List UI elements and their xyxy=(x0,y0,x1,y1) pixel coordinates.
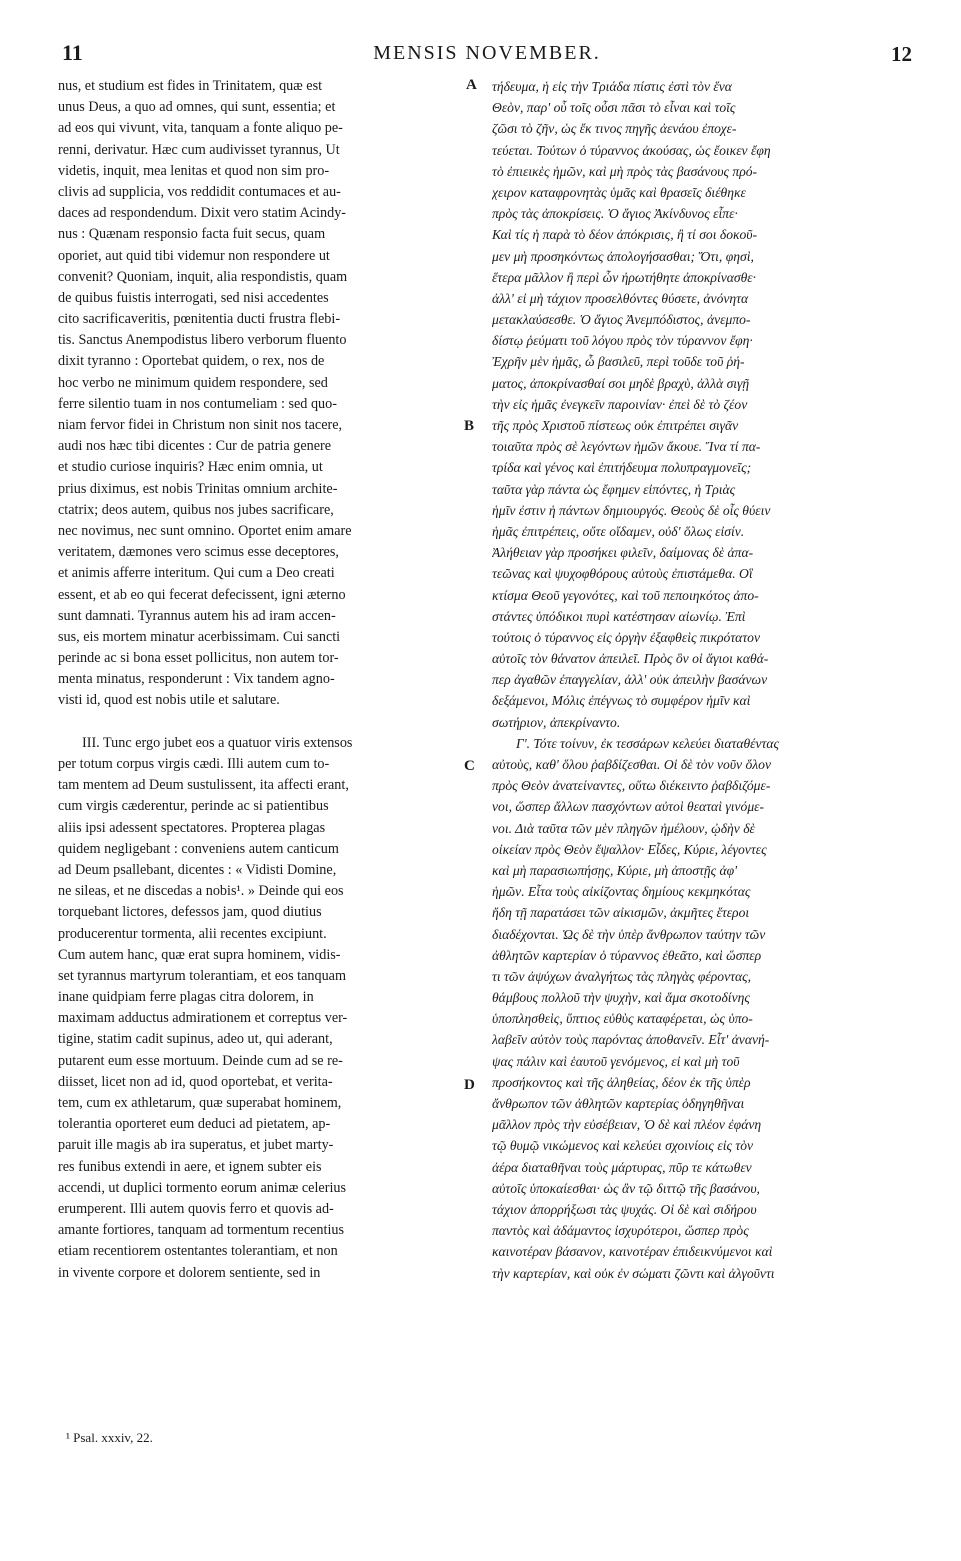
text-line: Cum autem hanc, quæ erat supra hominem, vidis- xyxy=(58,946,341,963)
text-line: στάντες ὑπόδικοι πυρὶ κατέστησαν αἰωνίῳ. Ἐπὶ xyxy=(492,608,746,624)
text-line: ἀλλ' εἰ μὴ τάχιον προσελθόντες θύσετε, ἀνόνητα xyxy=(492,290,749,306)
text-line: prius diximus, est nobis Trinitas omnium archite- xyxy=(58,480,338,497)
greek-column xyxy=(492,76,912,1284)
text-line: etiam recentiorem ostentantes tolerantiam, et non xyxy=(58,1243,338,1260)
text-line: ζῶσι τὸ ζῆν, ὡς ἔκ τινος πηγῆς ἀενάου ἐποχε- xyxy=(492,121,737,137)
text-line: σωτήριον, ἀπεκρίναντο. xyxy=(492,714,621,730)
text-line: veritatem, dæmones vero scimus esse deceptores, xyxy=(58,544,339,561)
text-line: clivis ad supplicia, vos reddidit contumaces et au- xyxy=(58,183,341,200)
text-line: τῆς πρὸς Χριστοῦ πίστεως οὐκ ἐπιτρέπει σιγᾶν xyxy=(492,418,739,433)
text-line: menta minatus, responderunt : Vix tandem agno- xyxy=(58,671,335,688)
text-line: τὸ ἐπιεικὲς ἡμῶν, καὶ μὴ πρὸς τὰς βασάνους πρό- xyxy=(492,163,758,179)
text-line: Ἀλήθειαν γὰρ προσήκει φιλεῖν, δαίμονας δὲ ἀπα- xyxy=(492,545,754,561)
text-line: dixit tyranno : Oportebat quidem, o rex, nos de xyxy=(58,353,325,370)
text-line: sus, eis mortem minatur acerbissimam. Cui sancti xyxy=(58,628,341,645)
text-line: ταῦτα γὰρ πάντα ὡς ἔφημεν εἰπόντες, ἡ Τριὰς xyxy=(492,481,736,497)
text-line: erumperent. Illi autem quovis ferro et quovis ad- xyxy=(58,1200,334,1217)
text-line: τῷ θυμῷ νικώμενος καὶ κελεύει σχοινίοις εἰς τὸν xyxy=(492,1138,754,1154)
text-line: quidem negligebant : conveniens autem canticum xyxy=(58,840,339,857)
text-line: hoc verbo ne minimum quidem respondere, sed xyxy=(58,374,328,391)
text-line: λαβεῖν αὐτὸν τοὺς παρόντας ἀποθανεῖν. Εἶτ' ἀνανή- xyxy=(492,1032,770,1048)
text-line: μᾶλλον πρὸς τὴν εὐσέβειαν, Ὁ δὲ καὶ πλέον ἐφάνη xyxy=(492,1117,762,1133)
text-line: ματος, ἀποκρίνασθαί σοι μηδὲ βραχὺ, ἀλλὰ σιγῇ xyxy=(492,375,750,391)
text-line: ἤδη τῇ παρατάσει τῶν αἰκισμῶν, ἀκμῆτες ἕτεροι xyxy=(492,905,750,921)
text-line: nec novimus, nec sunt omnino. Oportet enim amare xyxy=(58,522,352,539)
text-line: videtis, inquit, mea lenitas et quod non sim pro- xyxy=(58,162,330,179)
text-line: tem, cum ex athletarum, quæ superabat hominem, xyxy=(58,1095,342,1111)
text-line: ἄνθρωπον τῶν ἀθλητῶν καρτερίας ὁδηγηθῆναι xyxy=(492,1096,745,1111)
text-line: ferre silentio tuam in nos contumeliam : sed quo- xyxy=(58,395,337,412)
text-line: δεξάμενοι, Μόλις ἐπέγνως τὸ συμφέρον ἡμῖν καὶ xyxy=(492,693,751,709)
text-line: παντὸς καὶ ἀδάμαντος ἰσχυρότεροι, ὥσπερ πρὸς xyxy=(492,1223,749,1239)
right-page-number: 12 xyxy=(891,42,912,66)
text-line: αὐτοῖς τὸν θάνατον ἀπειλεῖ. Πρὸς ὃν οἱ ἅγιοι καθά- xyxy=(492,651,769,667)
text-line: ἀθλητῶν καρτερίαν ὁ τύραννος ἐθεᾶτο, καὶ ὥσπερ xyxy=(492,947,762,963)
text-line: ctatrix; deos autem, quibus nos jubes sacrificare, xyxy=(58,501,334,518)
text-line: in vivente corpore et dolorem sentiente, sed in xyxy=(58,1264,321,1281)
text-line: ἡμῖν ἐστιν ἡ πάντων δημιουργός. Θεοὺς δὲ οἷς θύειν xyxy=(492,502,771,518)
text-line: κτίσμα Θεοῦ γεγονότες, καὶ τοῦ πεποιηκότος ἀπο- xyxy=(492,587,759,603)
text-line: τοιαῦτα πρὸς σὲ λεγόντων ἡμῶν ἄκουε. Ἵνα τί πα- xyxy=(492,439,761,455)
text-line: cito sacrificaveritis, pœnitentia ducti frustra flebi- xyxy=(58,311,341,328)
text-line: daces ad respondendum. Dixit vero statim Acindy- xyxy=(58,205,347,222)
section-marker-d: D xyxy=(464,1077,475,1093)
text-line: sunt damnati. Tyrannus autem his ad iram accen- xyxy=(58,607,336,624)
text-line: ne sileas, et ne discedas a nobis¹. » Deinde qui eos xyxy=(58,883,344,900)
text-line: paruit ille magis ab ira superatus, et jubet marty- xyxy=(58,1137,334,1154)
text-line: putarent eum esse mortuum. Deinde cum ad se re- xyxy=(58,1052,343,1069)
text-line: ἀέρα διαταθῆναι τοὺς μάρτυρας, πῦρ τε κάτωθεν xyxy=(492,1159,752,1175)
text-line: περ ἀγαθῶν ἐπαγγελίαν, ἀλλ' οὐκ ἀπειλὴν βασάνων xyxy=(492,672,768,688)
text-line: Ἐχρῆν μὲν ἡμᾶς, ὦ βασιλεῦ, περὶ τοῦδε τοῦ ῥή- xyxy=(492,354,745,370)
text-line: ὑποπλησθεὶς, ὕπτιος εὐθὺς καταφέρεται, ὡς ὑπο- xyxy=(492,1011,753,1027)
text-line: et animis afferre interitum. Qui cum a Deo creati xyxy=(58,565,335,582)
text-line: amante fortiores, tanquam ad tormentum recentius xyxy=(58,1222,345,1239)
text-line: ψας πάλιν καὶ ἑαυτοῦ γενόμενος, εἰ καὶ μὴ τοῦ xyxy=(492,1053,740,1069)
text-line: Καὶ τίς ἡ παρὰ τὸ δέον ἀπόκρισις, ἢ τί σοι δοκοῦ- xyxy=(492,227,758,243)
left-page-number: 11 xyxy=(62,40,83,65)
text-line: niam fervor fidei in Christum non sinit nos tacere, xyxy=(58,417,343,433)
text-line: de quibus fuistis interrogati, sed nisi accedentes xyxy=(58,289,329,306)
text-line: δίστῳ ῥεύματι τοῦ λόγου πρὸς τὸν τύραννον ἔφη· xyxy=(492,333,753,349)
text-line: τρίδα καὶ γένος καὶ ἐπιτήδευμα πολυπραγμονεῖς; xyxy=(492,460,752,476)
text-line: ad Deum psallebant, dicentes : « Vidisti Domine, xyxy=(58,861,337,878)
text-line: set tyrannus martyrum tolerantiam, et eos tanquam xyxy=(58,967,347,984)
section-marker-b: B xyxy=(464,418,475,434)
text-line: Γ'. Τότε τοίνυν, ἐκ τεσσάρων κελεύει διαταθέντας xyxy=(516,735,780,751)
header-title: MENSIS NOVEMBER. xyxy=(373,42,601,64)
text-line: producerentur tormenta, alii recentes excipiunt. xyxy=(58,925,327,942)
text-line: nus, et studium est fides in Trinitatem, quæ est xyxy=(58,78,323,94)
text-line: τήδευμα, ἡ εἰς τὴν Τριάδα πίστις ἐστὶ τὸν ἕνα xyxy=(492,79,732,94)
text-line: renni, derivatur. Hæc cum audivisset tyrannus, Ut xyxy=(58,141,340,158)
text-line: ἡμῶν. Εἶτα τοὺς αἰκίζοντας δημίους κεκμηκότας xyxy=(492,884,751,900)
text-line: Θεὸν, παρ' οὗ τοῖς οὖσι πᾶσι τὸ εἶναι καὶ τοῖς xyxy=(492,100,736,116)
text-line: diisset, licet non ad id, quod oportebat, et verita- xyxy=(58,1073,333,1090)
paragraph-gap xyxy=(58,712,458,733)
text-line: accendi, ut duplici tormento eorum animæ celerius xyxy=(58,1179,346,1196)
text-line: maximam adductus admirationem et correptus ver- xyxy=(58,1010,348,1027)
section-marker-a: A xyxy=(466,77,477,93)
text-line: oporiet, aut quid tibi videmur non respondere ut xyxy=(58,247,330,264)
text-line: essent, et ab eo qui fecerat defecissent, igni æterno xyxy=(58,586,346,603)
section-marker-c: C xyxy=(464,758,475,774)
text-line: πρὸς τὰς ἀποκρίσεις. Ὁ ἅγιος Ἀκίνδυνος εἶπε· xyxy=(492,206,738,222)
text-line: unus Deus, a quo ad omnes, qui sunt, essentia; et xyxy=(58,99,336,116)
text-line: χειρον καταφρονητὰς ὑμᾶς καὶ θρασεῖς διέθηκε xyxy=(492,184,746,200)
text-line: III. Tunc ergo jubet eos a quatuor viris extensos xyxy=(82,734,353,751)
text-line: αὐτοὺς, καθ' ὅλου ῥαβδίζεσθαι. Οἱ δὲ τὸν νοῦν ὅλον xyxy=(492,757,772,772)
text-line: tolerantia oporteret eum deduci ad pietatem, ap- xyxy=(58,1116,331,1133)
text-line: tam mentem ad Deum sustulissent, ita affecti erant, xyxy=(58,777,349,794)
text-line: μετακλαύσεσθε. Ὁ ἅγιος Ἀνεμπόδιστος, ἀνεμπο- xyxy=(492,312,751,328)
text-line: visti id, quod est nobis utile et salutare. xyxy=(58,692,280,709)
text-line: τεῶνας καὶ ψυχοφθόρους αὐτοὺς ἐπιστάμεθα. Οἳ xyxy=(492,566,753,582)
text-line: perinde ac si bona esset pollicitus, non autem tor- xyxy=(58,650,339,667)
text-line: τάχιον ἀπορρήξωσι τὰς ψυχάς. Οἱ δὲ καὶ σιδήρου xyxy=(492,1201,757,1217)
text-line: ἕτερα μᾶλλον ἢ περὶ ὧν ἠρωτήθητε ἀποκρίνασθε· xyxy=(492,269,757,285)
text-line: προσήκοντος καὶ τῆς ἀληθείας, δέον ἐκ τῆς ὑπὲρ xyxy=(492,1074,751,1090)
latin-column xyxy=(58,76,458,1284)
text-line: nus : Quænam responsio facta fuit secus, quam xyxy=(58,226,326,243)
text-line: νοι. Διὰ ταῦτα τῶν μὲν πληγῶν ἠμέλουν, ᾠδὴν δὲ xyxy=(492,820,755,836)
text-line: μεν μὴ προσηκόντως ἀπολογήσασθαι; Ὅτι, φησὶ, xyxy=(492,248,754,264)
text-line: αὐτοῖς ὑποκαίεσθαι· ὡς ἂν τῷ διττῷ τῆς βασάνου, xyxy=(492,1180,760,1196)
text-line: aliis ipsi adessent spectatores. Propterea plagas xyxy=(58,819,326,836)
text-line: πρὸς Θεὸν ἀνατείναντες, οὕτω διέκειντο ῥαβδιζόμε- xyxy=(492,778,771,794)
text-line: convenit? Quoniam, inquit, alia respondistis, quam xyxy=(58,268,348,285)
text-line: inane quidpiam ferre plagas citra dolorem, in xyxy=(58,989,314,1006)
text-line: καινοτέραν βάσανον, καινοτέραν ἐπιδεικνύμενοι καὶ xyxy=(492,1244,773,1260)
text-line: res funibus extendi in aere, et ignem subter eis xyxy=(58,1158,322,1175)
text-line: τὴν καρτερίαν, καὶ οὐκ ἐν σώματι ζῶντι καὶ ἀλγοῦντι xyxy=(492,1265,775,1281)
text-line: τὴν εἰς ἡμᾶς ἐνεγκεῖν παροινίαν· ἐπεὶ δὲ τὸ ζέον xyxy=(492,396,748,412)
running-header xyxy=(62,40,912,76)
text-line: θάμβους πολλοῦ τὴν ψυχὴν, καὶ ἅμα σκοτοδίνης xyxy=(492,990,750,1006)
text-line: cum virgis cæderentur, perinde ac si patientibus xyxy=(58,798,329,815)
text-line: torquebant lictores, defessos jam, quod diutius xyxy=(58,904,322,921)
text-line: διαδέχονται. Ὡς δὲ τὴν ὑπὲρ ἄνθρωπον ταύτην τῶν xyxy=(492,926,766,942)
text-line: τεύεται. Τούτων ὁ τύραννος ἀκούσας, ὡς ἔοικεν ἔφη xyxy=(492,142,771,158)
text-line: tigine, statim cadit supinus, adeo ut, qui aderant, xyxy=(58,1031,333,1048)
text-line: per totum corpus virgis cædi. Illi autem cum to- xyxy=(58,756,330,772)
text-line: οἰκείαν πρὸς Θεὸν ἔψαλλον· Εἶδες, Κύριε, λέγοντες xyxy=(492,841,767,857)
text-line: ad eos qui vivunt, vita, tanquam a fonte aliquo pe- xyxy=(58,120,343,137)
text-line: tis. Sanctus Anempodistus libero verborum fluento xyxy=(58,332,347,349)
footnote: ¹ Psal. xxxiv, 22. xyxy=(66,1430,153,1445)
text-line: νοι, ὥσπερ ἄλλων πασχόντων αὐτοὶ θεαταὶ γινόμε- xyxy=(492,799,765,815)
text-line: ἡμᾶς ἐπιτρέπεις, οὔτε οἴδαμεν, οὐδ' ὅλως εἰσίν. xyxy=(492,523,745,539)
text-line: καὶ μὴ παρασιωπήσῃς, Κύριε, μὴ ἀποστῇς ἀφ' xyxy=(492,862,738,878)
text-line: τούτοις ὁ τύραννος εἰς ὀργὴν ἐξαφθεὶς πικρότατον xyxy=(492,629,761,645)
text-line: et studio curiose inquiris? Hæc enim omnia, ut xyxy=(58,459,323,476)
text-line: τι τῶν ἀψύχων ἀναλγήτως τὰς πληγὰς φέροντας, xyxy=(492,968,752,984)
text-line: audi nos hæc tibi dicentes : Cur de patria genere xyxy=(58,438,332,455)
